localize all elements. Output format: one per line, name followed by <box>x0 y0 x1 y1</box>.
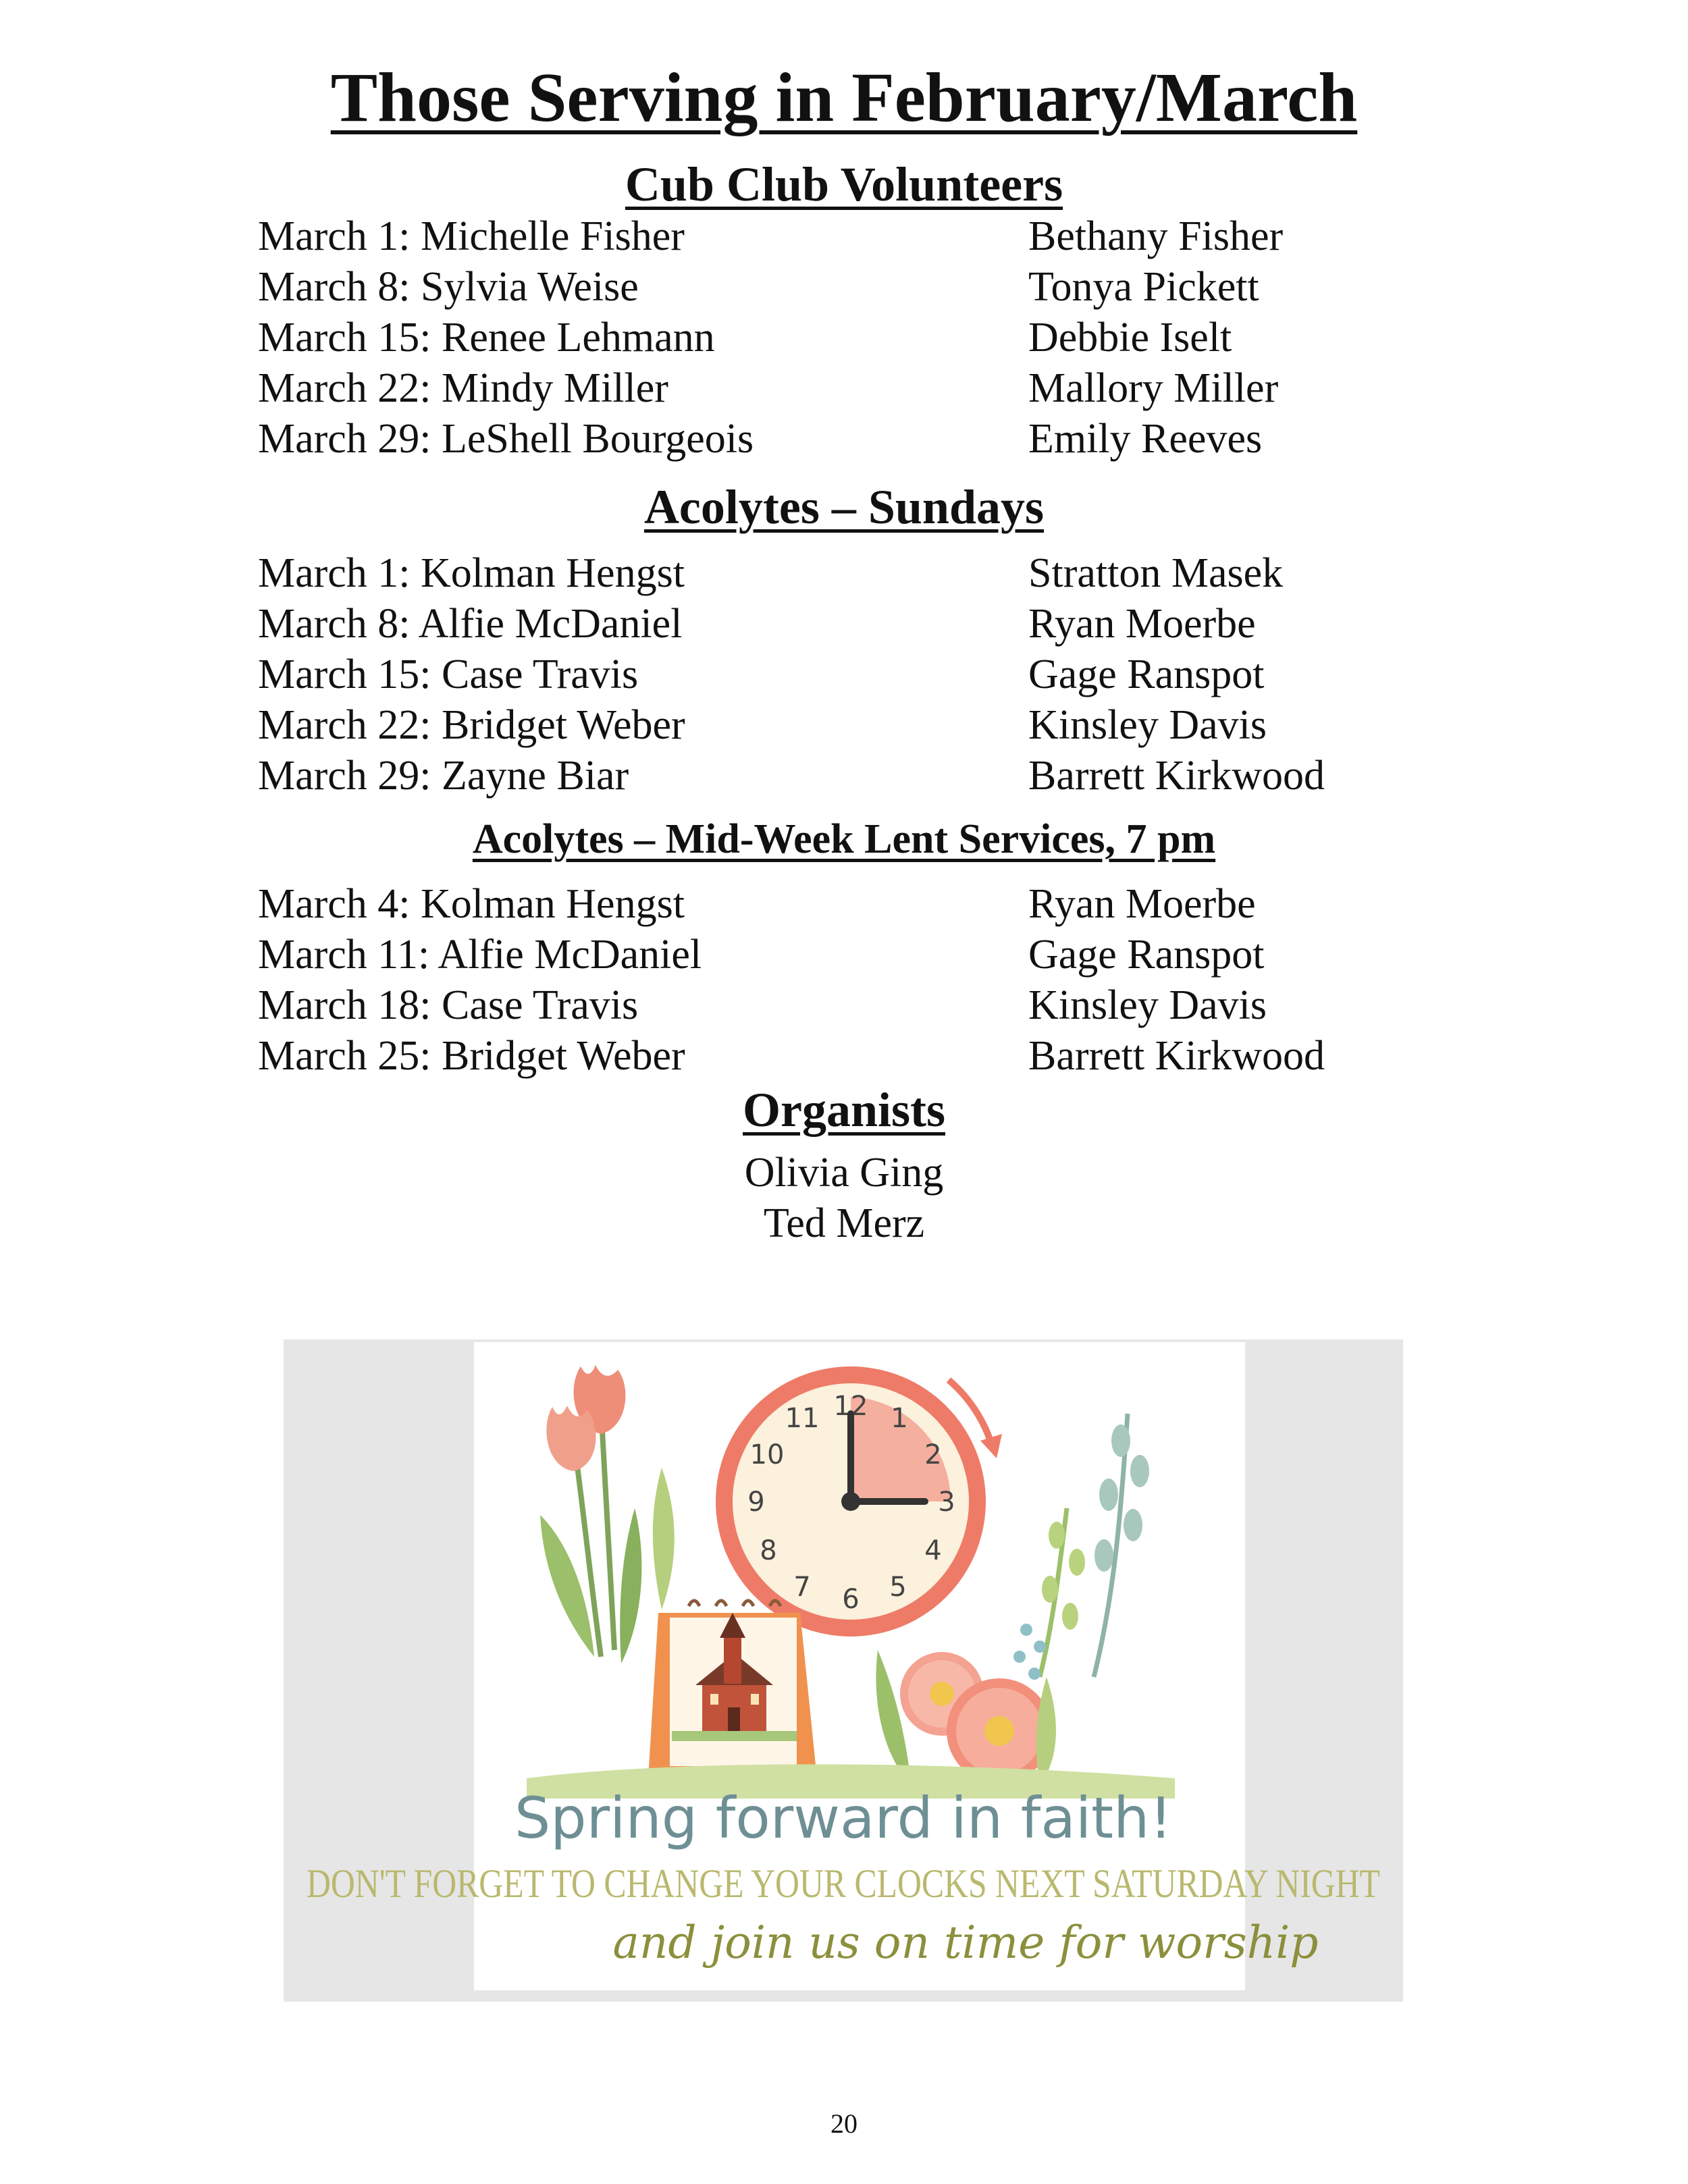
cub-club-list <box>0 211 1688 464</box>
list-item: March 22: Mindy Miller Mallory Miller <box>258 365 1279 411</box>
clock-number: 10 <box>749 1439 785 1470</box>
spring-forward-graphic <box>284 1339 1403 2002</box>
organists-list <box>0 1148 1688 1249</box>
graphic-headline: Spring forward in faith! <box>514 1785 1173 1851</box>
list-item: March 1: Kolman Hengst Stratton Masek <box>258 550 1284 596</box>
list-item: March 29: LeShell Bourgeois Emily Reeves <box>258 416 1263 462</box>
calendar-icon <box>648 1601 817 1778</box>
clock-number: 1 <box>891 1403 908 1434</box>
list-item: Ted Merz <box>763 1200 925 1246</box>
clock-number: 8 <box>760 1535 777 1566</box>
list-item: March 1: Michelle Fisher Bethany Fisher <box>258 213 1284 259</box>
section-title-organists: Organists <box>742 1083 946 1137</box>
list-item: March 8: Alfie McDaniel Ryan Moerbe <box>258 601 1256 647</box>
list-item: March 15: Renee Lehmann Debbie Iselt <box>258 315 1232 361</box>
clock-number: 9 <box>747 1487 765 1518</box>
graphic-tagline: and join us on time for worship <box>612 1917 1319 1969</box>
section-title-acolytes-sundays: Acolytes – Sundays <box>643 480 1045 534</box>
clock-number: 7 <box>793 1572 811 1603</box>
clock-number: 12 <box>833 1391 868 1422</box>
clock-number: 2 <box>924 1439 942 1470</box>
list-item: March 22: Bridget Weber Kinsley Davis <box>258 702 1267 748</box>
clock-number: 4 <box>924 1535 942 1566</box>
acolytes-sundays-list <box>0 548 1688 801</box>
list-item: March 15: Case Travis Gage Ranspot <box>258 651 1265 697</box>
list-item: March 29: Zayne Biar Barrett Kirkwood <box>258 753 1325 799</box>
acolytes-midweek-list <box>0 879 1688 1082</box>
list-item: March 25: Bridget Weber Barrett Kirkwood <box>258 1033 1325 1079</box>
page-number: 20 <box>830 2108 858 2139</box>
list-item: March 18: Case Travis Kinsley Davis <box>258 982 1267 1028</box>
section-title-acolytes-midweek: Acolytes – Mid-Week Lent Services, 7 pm <box>472 816 1216 862</box>
graphic-reminder: DON'T FORGET TO CHANGE YOUR CLOCKS NEXT SATURDAY NIGHT <box>307 1861 1380 1906</box>
list-item: March 4: Kolman Hengst Ryan Moerbe <box>258 881 1256 927</box>
list-item: Olivia Ging <box>744 1150 944 1196</box>
list-item: March 11: Alfie McDaniel Gage Ranspot <box>258 932 1265 978</box>
clock-number: 5 <box>889 1572 907 1603</box>
clock-number: 3 <box>938 1487 955 1518</box>
section-title-cub-club: Cub Club Volunteers <box>625 157 1063 211</box>
list-item: March 8: Sylvia Weise Tonya Pickett <box>258 264 1259 310</box>
clock-number: 11 <box>785 1403 820 1434</box>
page-title: Those Serving in February/March <box>330 59 1358 136</box>
clock-number: 6 <box>842 1584 860 1615</box>
